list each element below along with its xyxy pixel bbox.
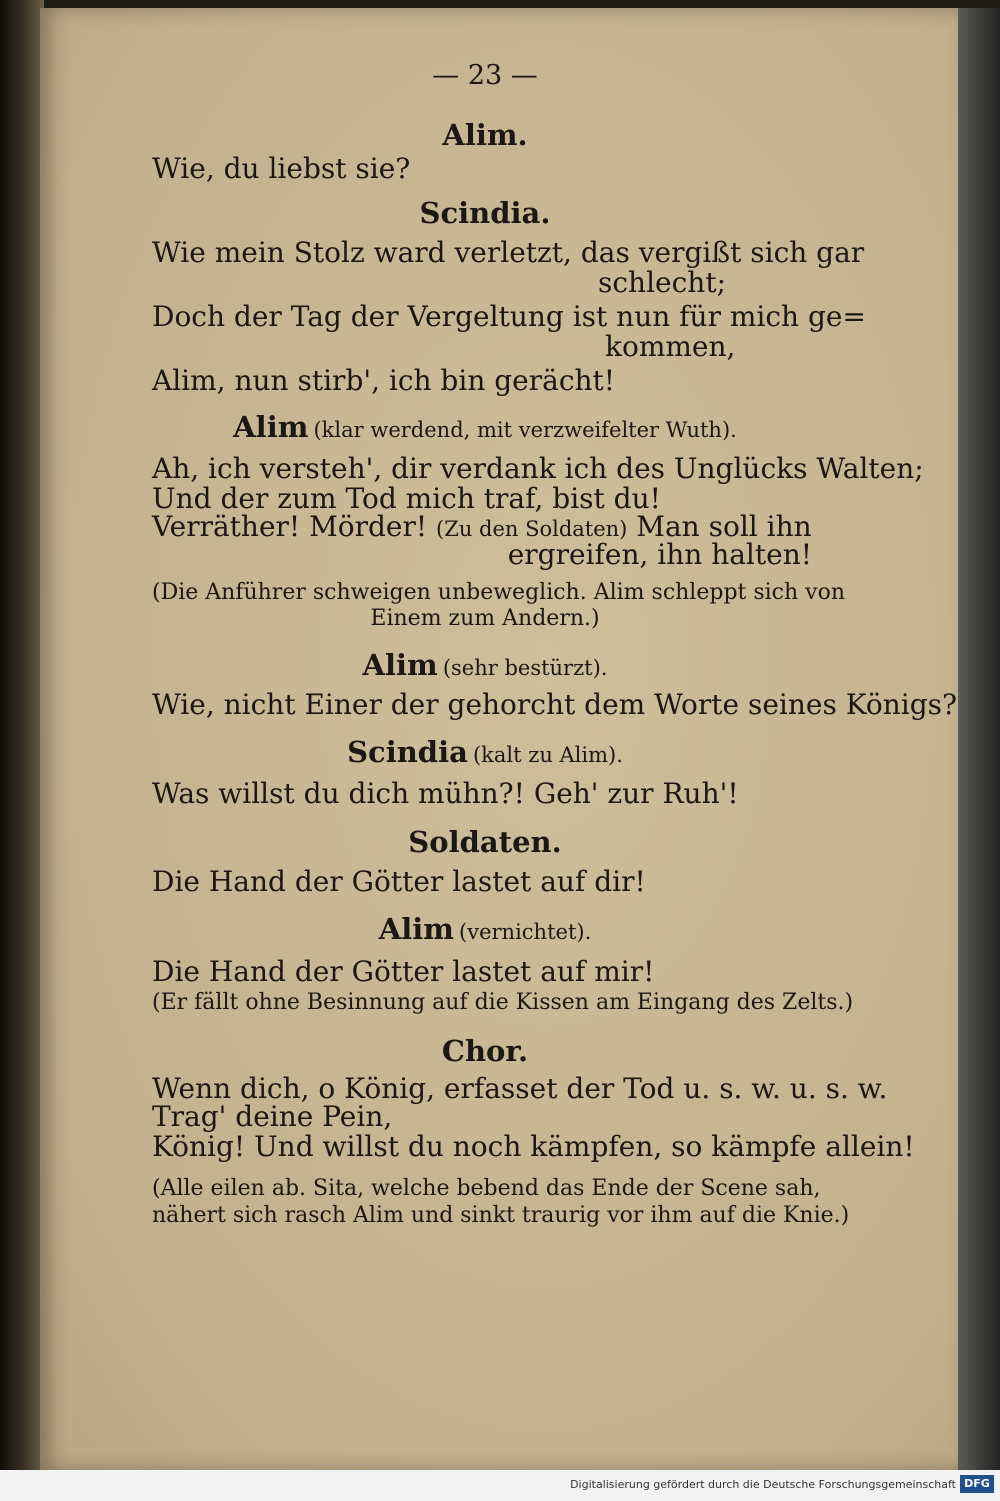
speaker-line (150, 912, 820, 946)
speaker-name: Alim (233, 410, 309, 444)
verse-line: Die Hand der Götter lastet auf mir! (152, 955, 655, 988)
verse-line: schlecht; (598, 266, 727, 299)
verse-line: Wie, du liebst sie? (152, 152, 411, 185)
verse-line: Trag' deine Pein, (152, 1100, 393, 1133)
verse-line: Und der zum Tod mich traf, bist du! (152, 482, 661, 515)
page-edge (958, 8, 1000, 1470)
verse-line: Doch der Tag der Vergeltung ist nun für mich ge= (152, 300, 866, 333)
verse-line: Die Hand der Götter lastet auf dir! (152, 865, 646, 898)
page-number: — 23 — (432, 60, 538, 91)
verse-line: Wie, nicht Einer der gehorcht dem Worte seines Königs? (152, 688, 958, 721)
verse-text: Man soll ihn (636, 510, 812, 543)
speaker-name: Alim (378, 912, 454, 946)
funding-credit: Digitalisierung gefördert durch die Deutsche Forschungsgemeinschaft (570, 1478, 956, 1491)
speaker-name: Scindia (347, 735, 468, 769)
verse-line: Wenn dich, o König, erfasset der Tod u. s. w. u. s. w. (152, 1072, 888, 1105)
stage-direction: (Die Anführer schweigen unbeweglich. Alim schleppt sich von (152, 580, 846, 605)
speaker-line (150, 410, 820, 444)
speaker-heading: Scindia. (419, 196, 551, 230)
verse-text: Verräther! Mörder! (152, 510, 428, 543)
speaker-heading: Alim. (442, 118, 528, 152)
speaker-heading: Chor. (441, 1034, 529, 1068)
verse-line: Alim, nun stirb', ich bin gerächt! (152, 364, 616, 397)
stage-direction: nähert sich rasch Alim und sinkt traurig vor ihm auf die Knie.) (152, 1203, 850, 1228)
speaker-line (150, 735, 820, 769)
dfg-logo: DFG (960, 1475, 994, 1493)
verse-line: Was willst du dich mühn?! Geh' zur Ruh'! (152, 777, 739, 810)
stage-direction: (klar werdend, mit verzweifelter Wuth). (313, 418, 737, 442)
verse-line: kommen, (605, 330, 736, 363)
speaker-line (150, 648, 820, 682)
stage-direction: (Alle eilen ab. Sita, welche bebend das Ende der Scene sah, (152, 1176, 821, 1201)
verse-line: Wie mein Stolz ward verletzt, das vergißt sich gar (152, 236, 865, 269)
book-spine (0, 0, 44, 1501)
verse-line: ergreifen, ihn halten! (507, 538, 812, 571)
speaker-heading: Soldaten. (408, 825, 562, 859)
verse-line: König! Und willst du noch kämpfen, so kämpfe allein! (152, 1130, 915, 1163)
verse-line: Ah, ich versteh', dir verdank ich des Unglücks Walten; (152, 452, 924, 485)
stage-direction: (vernichtet). (459, 920, 592, 944)
stage-direction: (Zu den Soldaten) (436, 517, 628, 541)
speaker-name: Alim (362, 648, 438, 682)
stage-direction: (kalt zu Alim). (472, 743, 623, 767)
stage-direction: (Er fällt ohne Besinnung auf die Kissen am Eingang des Zelts.) (152, 990, 854, 1015)
stage-direction: Einem zum Andern.) (370, 606, 600, 631)
stage-direction: (sehr bestürzt). (442, 656, 608, 680)
